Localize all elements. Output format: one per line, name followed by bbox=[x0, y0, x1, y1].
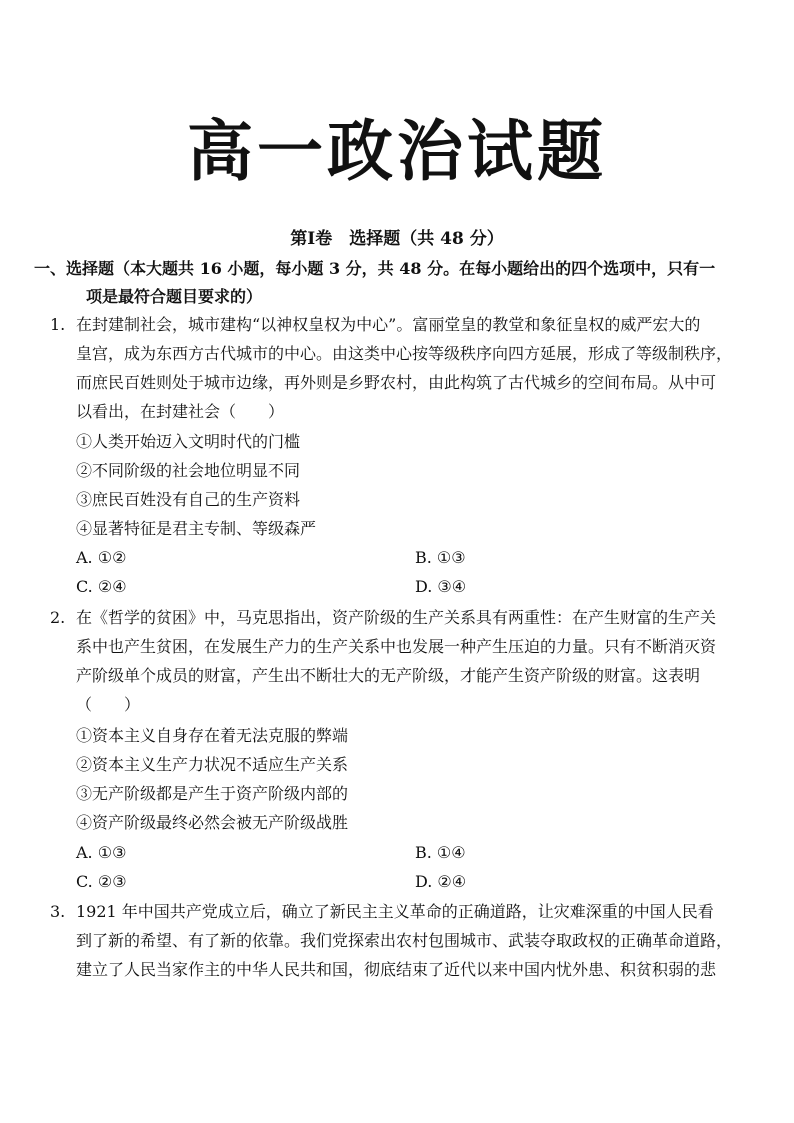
question-2-statement-4: ④资产阶级最终必然会被无产阶级战胜 bbox=[76, 813, 349, 832]
section-instructions-line-2: 项是最符合题目要求的） bbox=[86, 287, 263, 306]
question-1-choice-d[interactable]: D. ③④ bbox=[415, 577, 467, 596]
page-title: 高一政治试题 bbox=[187, 113, 607, 190]
question-1-line-2: 皇宫，成为东西方古代城市的中心。由这类中心按等级秩序向四方延展，形成了等级制秩序， bbox=[76, 344, 733, 363]
volume-heading: 第Ⅰ卷 选择题（共 48 分） bbox=[290, 229, 504, 249]
question-3-line-2: 到了新的希望、有了新的依靠。我们党探索出农村包围城市、武装夺取政权的正确革命道路， bbox=[76, 931, 733, 950]
question-3-line-3: 建立了人民当家作主的中华人民共和国，彻底结束了近代以来中国内忧外患、积贫积弱的悲 bbox=[76, 960, 717, 979]
question-1-statement-2: ②不同阶级的社会地位明显不同 bbox=[76, 461, 301, 480]
question-3-line-1: 1921 年中国共产党成立后，确立了新民主主义革命的正确道路，让灾难深重的中国人民看 bbox=[76, 902, 714, 921]
question-2-choice-c[interactable]: C. ②③ bbox=[76, 872, 127, 891]
question-2-line-1: 在《哲学的贫困》中，马克思指出，资产阶级的生产关系具有两重性：在产生财富的生产关 bbox=[76, 608, 717, 627]
question-2-line-2: 系中也产生贫困，在发展生产力的生产关系中也发展一种产生压迫的力量。只有不断消灭资 bbox=[76, 637, 717, 656]
question-2-statement-3: ③无产阶级都是产生于资产阶级内部的 bbox=[76, 784, 349, 803]
question-number-2: 2. bbox=[50, 608, 66, 627]
question-1-line-4: 以看出，在封建社会（ ） bbox=[76, 402, 285, 421]
question-number-1: 1. bbox=[50, 315, 66, 334]
question-2-choice-d[interactable]: D. ②④ bbox=[415, 872, 467, 891]
question-1-statement-3: ③庶民百姓没有自己的生产资料 bbox=[76, 490, 301, 509]
question-2-line-3: 产阶级单个成员的财富，产生出不断壮大的无产阶级，才能产生资产阶级的财富。这表明 bbox=[76, 666, 701, 685]
question-1-choice-a[interactable]: A. ①② bbox=[76, 548, 127, 567]
question-number-3: 3. bbox=[50, 902, 66, 921]
question-1-statement-4: ④显著特征是君主专制、等级森严 bbox=[76, 519, 317, 538]
section-instructions-line-1: 一、选择题（本大题共 16 小题，每小题 3 分，共 48 分。在每小题给出的四个选项中，只有一 bbox=[34, 259, 716, 278]
question-1-choice-c[interactable]: C. ②④ bbox=[76, 577, 127, 596]
question-2-choice-b[interactable]: B. ①④ bbox=[415, 843, 466, 862]
question-1-line-3: 而庶民百姓则处于城市边缘，再外则是乡野农村，由此构筑了古代城乡的空间布局。从中可 bbox=[76, 373, 717, 392]
question-2-statement-2: ②资本主义生产力状况不适应生产关系 bbox=[76, 755, 349, 774]
question-1-statement-1: ①人类开始迈入文明时代的门槛 bbox=[76, 432, 301, 451]
question-1-line-1: 在封建制社会，城市建构“以神权皇权为中心”。富丽堂皇的教堂和象征皇权的威严宏大的 bbox=[76, 315, 701, 334]
question-2-choice-a[interactable]: A. ①③ bbox=[76, 843, 127, 862]
question-2-statement-1: ①资本主义自身存在着无法克服的弊端 bbox=[76, 726, 349, 745]
question-2-line-4: （ ） bbox=[76, 695, 141, 714]
question-1-choice-b[interactable]: B. ①③ bbox=[415, 548, 466, 567]
